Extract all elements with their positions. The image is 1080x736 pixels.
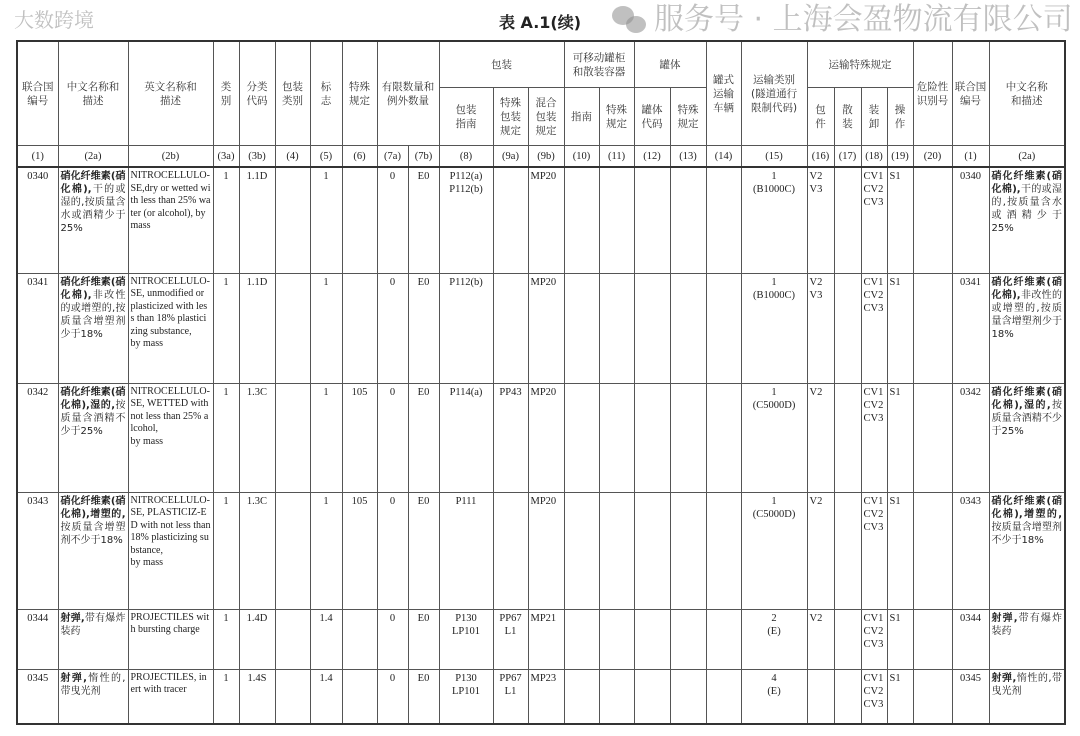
header-class: 类 别 [213, 41, 239, 146]
header-portable-tanks: 可移动罐柜 和散装容器 [564, 41, 634, 88]
cell-c19: S1 [887, 669, 913, 724]
cell-c13 [670, 167, 706, 273]
cell-c18: CV1 CV2 CV3 [861, 609, 887, 669]
column-number: (11) [599, 146, 634, 168]
header-labels: 标 志 [310, 41, 342, 146]
header-packaging: 包装 [439, 41, 564, 88]
column-number: (14) [706, 146, 741, 168]
cell-c7a: 0 [377, 167, 408, 273]
cell-c12 [634, 492, 670, 609]
header-bulk: 散 装 [834, 88, 861, 146]
cell-c17 [834, 273, 861, 383]
cell-c7b: E0 [408, 492, 439, 609]
cell-c13 [670, 669, 706, 724]
cell-c15: 2 (E) [741, 609, 807, 669]
header-tank-special: 特殊 规定 [670, 88, 706, 146]
cell-c20 [913, 167, 952, 273]
header-name-zh: 中文名称和 描述 [58, 41, 128, 146]
cell-c16: V2 V3 [807, 167, 834, 273]
un-number-repeat-cell: 0340 [952, 167, 989, 273]
cell-c5: 1.4 [310, 669, 342, 724]
column-number: (8) [439, 146, 493, 168]
cell-c10 [564, 492, 599, 609]
cell-c3b: 1.4D [239, 609, 275, 669]
cell-c3a: 1 [213, 609, 239, 669]
cell-c7a: 0 [377, 383, 408, 492]
cell-c14 [706, 273, 741, 383]
cell-c16: V2 V3 [807, 273, 834, 383]
watermark-right-text: 服务号 · 上海会盈物流有限公司 [654, 2, 1073, 37]
cell-c16 [807, 669, 834, 724]
cell-c12 [634, 609, 670, 669]
name-en-cell: PROJECTILES with bursting charge [128, 609, 213, 669]
column-number: (1) [952, 146, 989, 168]
un-number-cell: 0344 [17, 609, 58, 669]
un-number-cell: 0342 [17, 383, 58, 492]
name-zh-cell [58, 167, 128, 273]
column-number: (2a) [989, 146, 1065, 168]
header-classification-code: 分类 代码 [239, 41, 275, 146]
cell-c10 [564, 167, 599, 273]
cell-c4 [275, 669, 310, 724]
cell-c3a: 1 [213, 167, 239, 273]
cell-c13 [670, 383, 706, 492]
cell-c9b: MP20 [528, 383, 564, 492]
cell-c9a: PP43 [493, 383, 528, 492]
cell-c9a: PP67 L1 [493, 669, 528, 724]
header-portable-instructions: 指南 [564, 88, 599, 146]
table-row [17, 609, 1065, 669]
column-number: (7a) [377, 146, 408, 168]
cell-c18: CV1 CV2 CV3 [861, 167, 887, 273]
header-hazard-id: 危险性 识别号 [913, 41, 952, 146]
name-zh-bold: 射弹, [60, 672, 87, 684]
header-tank-code: 罐体 代码 [634, 88, 670, 146]
name-zh-cell [989, 383, 1065, 492]
header-tank-vehicle: 罐式 运输 车辆 [706, 41, 741, 146]
cell-c17 [834, 383, 861, 492]
cell-c18: CV1 CV2 CV3 [861, 273, 887, 383]
cell-c12 [634, 383, 670, 492]
cell-c17 [834, 669, 861, 724]
un-number-repeat-cell: 0345 [952, 669, 989, 724]
name-zh-text: 干的或湿的,按质量含水或酒精少于25% [991, 184, 1063, 234]
name-zh-bold: 硝化纤维素(硝化棉),增塑的, [60, 495, 126, 520]
cell-c9b: MP20 [528, 492, 564, 609]
cell-c3b: 1.4S [239, 669, 275, 724]
cell-c7a: 0 [377, 492, 408, 609]
header-un-number-repeat: 联合国 编号 [952, 41, 989, 146]
name-en-cell: PROJECTILES, inert with tracer [128, 669, 213, 724]
table-row [17, 167, 1065, 273]
column-number: (10) [564, 146, 599, 168]
header-carriage-provisions: 运输特殊规定 [807, 41, 913, 88]
cell-c6 [342, 273, 377, 383]
column-number: (1) [17, 146, 58, 168]
cell-c17 [834, 492, 861, 609]
name-zh-cell [58, 492, 128, 609]
cell-c10 [564, 273, 599, 383]
cell-c10 [564, 669, 599, 724]
name-zh-text: 按质量含酒精不少于25% [991, 399, 1063, 437]
watermark-right [612, 2, 1073, 38]
column-number: (12) [634, 146, 670, 168]
cell-c19: S1 [887, 609, 913, 669]
cell-c7b: E0 [408, 609, 439, 669]
cell-c10 [564, 383, 599, 492]
name-zh-cell [989, 492, 1065, 609]
cell-c13 [670, 492, 706, 609]
name-zh-bold: 射弹, [991, 612, 1018, 624]
cell-c16: V2 [807, 609, 834, 669]
table-row [17, 383, 1065, 492]
name-zh-bold: 射弹, [991, 672, 1017, 684]
header-transport-category: 运输类别 (隧道通行 限制代码) [741, 41, 807, 146]
column-number-row [17, 146, 1065, 168]
cell-c6 [342, 609, 377, 669]
cell-c7b: E0 [408, 273, 439, 383]
name-en-cell: NITROCELLULO-SE, PLASTICIZ-ED with not less than 18% plasticizing substance, by mass [128, 492, 213, 609]
un-number-repeat-cell: 0344 [952, 609, 989, 669]
name-en-cell: NITROCELLULO-SE, unmodified or plasticized with less than 18% plasticizing substance, by mass [128, 273, 213, 383]
cell-c7a: 0 [377, 273, 408, 383]
cell-c6: 105 [342, 383, 377, 492]
column-number: (4) [275, 146, 310, 168]
header-portable-special: 特殊 规定 [599, 88, 634, 146]
name-zh-bold: 硝化纤维素(硝化棉),湿的, [60, 386, 126, 411]
cell-c9a: PP67 L1 [493, 609, 528, 669]
cell-c3a: 1 [213, 492, 239, 609]
name-zh-text: 按质量含增塑剂不少于18% [991, 521, 1063, 546]
header-packages: 包 件 [807, 88, 834, 146]
cell-c12 [634, 273, 670, 383]
cell-c16: V2 [807, 492, 834, 609]
table-row [17, 273, 1065, 383]
header-loading: 装 卸 [861, 88, 887, 146]
cell-c15: 4 (E) [741, 669, 807, 724]
name-zh-text: 惰性的,带曳光剂 [991, 672, 1063, 697]
cell-c8: P130 LP101 [439, 609, 493, 669]
name-zh-cell [989, 167, 1065, 273]
column-number: (2a) [58, 146, 128, 168]
column-number: (17) [834, 146, 861, 168]
cell-c18: CV1 CV2 CV3 [861, 669, 887, 724]
cell-c5: 1 [310, 167, 342, 273]
cell-c3a: 1 [213, 669, 239, 724]
cell-c7b: E0 [408, 383, 439, 492]
column-number: (3b) [239, 146, 275, 168]
un-number-cell: 0341 [17, 273, 58, 383]
column-number: (2b) [128, 146, 213, 168]
cell-c11 [599, 609, 634, 669]
column-number: (18) [861, 146, 887, 168]
name-zh-cell [989, 609, 1065, 669]
header-packing-instructions: 包装 指南 [439, 88, 493, 146]
header-special-packing: 特殊 包装 规定 [493, 88, 528, 146]
name-zh-bold: 射弹, [60, 612, 85, 624]
cell-c9b: MP21 [528, 609, 564, 669]
cell-c11 [599, 167, 634, 273]
header-mixed-packing: 混合 包装 规定 [528, 88, 564, 146]
cell-c6 [342, 669, 377, 724]
cell-c4 [275, 609, 310, 669]
cell-c8: P114(a) [439, 383, 493, 492]
cell-c6: 105 [342, 492, 377, 609]
name-zh-bold: 硝化纤维素(硝化棉),增塑的, [991, 495, 1063, 520]
table-row [17, 492, 1065, 609]
name-zh-text: 惰性的,带曳光剂 [60, 672, 126, 697]
cell-c18: CV1 CV2 CV3 [861, 492, 887, 609]
name-zh-bold: 硝化纤维素(硝化棉), [991, 171, 1063, 195]
cell-c9b: MP20 [528, 273, 564, 383]
column-number: (3a) [213, 146, 239, 168]
cell-c7a: 0 [377, 609, 408, 669]
column-number: (15) [741, 146, 807, 168]
cell-c19: S1 [887, 273, 913, 383]
cell-c11 [599, 273, 634, 383]
cell-c19: S1 [887, 167, 913, 273]
column-number: (5) [310, 146, 342, 168]
cell-c12 [634, 669, 670, 724]
cell-c13 [670, 273, 706, 383]
cell-c14 [706, 492, 741, 609]
cell-c20 [913, 669, 952, 724]
dangerous-goods-table [16, 40, 1066, 725]
cell-c20 [913, 273, 952, 383]
cell-c11 [599, 669, 634, 724]
cell-c9b: MP20 [528, 167, 564, 273]
name-zh-cell [989, 273, 1065, 383]
cell-c15: 1 (C5000D) [741, 492, 807, 609]
name-zh-text: 带有爆炸装药 [991, 612, 1063, 637]
cell-c11 [599, 383, 634, 492]
cell-c3b: 1.1D [239, 167, 275, 273]
name-zh-cell [58, 273, 128, 383]
watermark-left: 大数跨境 [14, 8, 94, 32]
cell-c7b: E0 [408, 167, 439, 273]
cell-c9a [493, 167, 528, 273]
cell-c8: P112(a) P112(b) [439, 167, 493, 273]
name-zh-bold: 硝化纤维素(硝化棉), [991, 276, 1063, 301]
cell-c14 [706, 669, 741, 724]
cell-c3b: 1.1D [239, 273, 275, 383]
cell-c9b: MP23 [528, 669, 564, 724]
name-zh-text: 按质量含酒精不少于25% [60, 399, 126, 437]
name-zh-bold: 硝化纤维素(硝化棉), [60, 171, 126, 195]
name-zh-text: 按质量含增塑剂不少于18% [60, 521, 126, 546]
cell-c16: V2 [807, 383, 834, 492]
header-limited-quantities: 有限数量和 例外数量 [377, 41, 439, 146]
cell-c20 [913, 492, 952, 609]
name-zh-bold: 硝化纤维素(硝化棉),湿的, [991, 386, 1063, 411]
cell-c5: 1 [310, 383, 342, 492]
header-tank: 罐体 [634, 41, 706, 88]
cell-c17 [834, 609, 861, 669]
cell-c10 [564, 609, 599, 669]
table-row [17, 669, 1065, 724]
cell-c6 [342, 167, 377, 273]
cell-c19: S1 [887, 383, 913, 492]
column-number: (20) [913, 146, 952, 168]
name-en-cell: NITROCELLULO-SE, WETTED with not less than 25% alcohol, by mass [128, 383, 213, 492]
cell-c4 [275, 492, 310, 609]
cell-c9a [493, 273, 528, 383]
header-packing-group: 包装 类别 [275, 41, 310, 146]
column-number: (9b) [528, 146, 564, 168]
header-special-provisions: 特殊 规定 [342, 41, 377, 146]
column-number: (13) [670, 146, 706, 168]
name-zh-cell [58, 383, 128, 492]
cell-c14 [706, 609, 741, 669]
header-name-zh-repeat: 中文名称 和描述 [989, 41, 1065, 146]
cell-c5: 1.4 [310, 609, 342, 669]
cell-c15: 1 (B1000C) [741, 167, 807, 273]
cell-c5: 1 [310, 492, 342, 609]
table-title: 表 A.1(续) [498, 13, 582, 32]
cell-c20 [913, 383, 952, 492]
cell-c3a: 1 [213, 273, 239, 383]
cell-c3b: 1.3C [239, 492, 275, 609]
cell-c8: P111 [439, 492, 493, 609]
cell-c7a: 0 [377, 669, 408, 724]
name-zh-cell [58, 669, 128, 724]
wechat-icon [612, 6, 648, 34]
cell-c9a [493, 492, 528, 609]
column-number: (9a) [493, 146, 528, 168]
cell-c4 [275, 167, 310, 273]
header-operation: 操 作 [887, 88, 913, 146]
cell-c5: 1 [310, 273, 342, 383]
un-number-repeat-cell: 0341 [952, 273, 989, 383]
cell-c8: P112(b) [439, 273, 493, 383]
un-number-cell: 0340 [17, 167, 58, 273]
cell-c13 [670, 609, 706, 669]
un-number-repeat-cell: 0343 [952, 492, 989, 609]
cell-c14 [706, 383, 741, 492]
un-number-cell: 0343 [17, 492, 58, 609]
cell-c18: CV1 CV2 CV3 [861, 383, 887, 492]
cell-c3a: 1 [213, 383, 239, 492]
name-zh-text: 带有爆炸装药 [60, 612, 126, 637]
name-zh-text: 非改性的或增塑的,按质量含增塑剂少于18% [991, 289, 1063, 340]
un-number-repeat-cell: 0342 [952, 383, 989, 492]
name-zh-text: 干的或湿的,按质量含水或酒精少于25% [60, 184, 126, 234]
cell-c8: P130 LP101 [439, 669, 493, 724]
cell-c15: 1 (C5000D) [741, 383, 807, 492]
un-number-cell: 0345 [17, 669, 58, 724]
cell-c14 [706, 167, 741, 273]
name-zh-text: 非改性的或增塑的,按质量含增塑剂少于18% [60, 289, 126, 340]
cell-c7b: E0 [408, 669, 439, 724]
cell-c12 [634, 167, 670, 273]
cell-c19: S1 [887, 492, 913, 609]
cell-c11 [599, 492, 634, 609]
cell-c4 [275, 383, 310, 492]
cell-c15: 1 (B1000C) [741, 273, 807, 383]
header-name-en: 英文名称和 描述 [128, 41, 213, 146]
cell-c17 [834, 167, 861, 273]
name-en-cell: NITROCELLULO-SE,dry or wetted with less than 25% water (or alcohol), by mass [128, 167, 213, 273]
name-zh-cell [989, 669, 1065, 724]
name-zh-bold: 硝化纤维素(硝化棉), [60, 276, 126, 301]
column-number: (6) [342, 146, 377, 168]
header-un-number: 联合国 编号 [17, 41, 58, 146]
column-number: (7b) [408, 146, 439, 168]
column-number: (16) [807, 146, 834, 168]
cell-c3b: 1.3C [239, 383, 275, 492]
name-zh-cell [58, 609, 128, 669]
cell-c4 [275, 273, 310, 383]
cell-c20 [913, 609, 952, 669]
column-number: (19) [887, 146, 913, 168]
